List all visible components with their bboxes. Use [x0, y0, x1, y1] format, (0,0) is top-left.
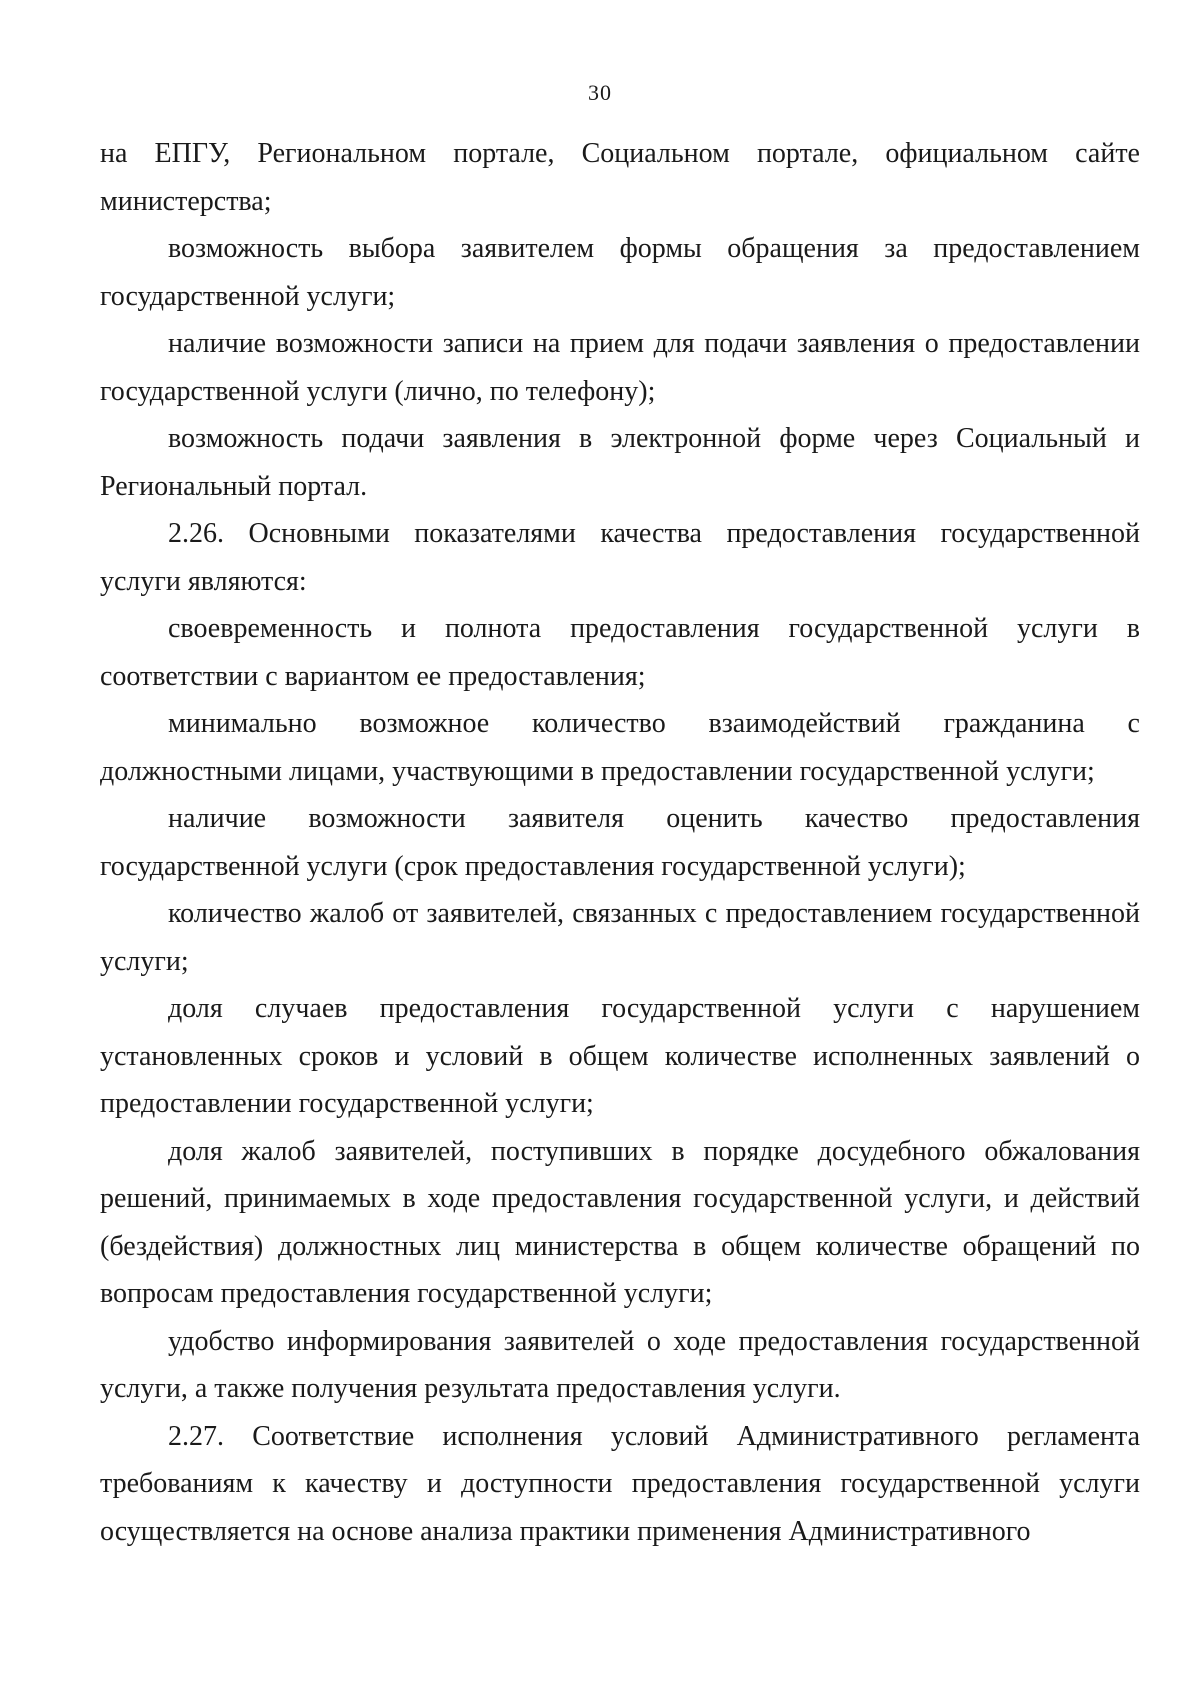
paragraph-7: минимально возможное количество взаимодействий гражданина с должностными лицами, участвующими в предоставлении государственной услуги; [100, 708, 1140, 787]
paragraph-8: наличие возможности заявителя оценить качество предоставления государственной услуги (срок предоставления государственной услуги); [100, 803, 1140, 882]
paragraph-2: возможность выбора заявителем формы обращения за предоставлением государственной услуги; [100, 233, 1140, 312]
page-number: 30 [588, 80, 612, 105]
paragraph-4: возможность подачи заявления в электронной форме через Социальный и Региональный портал. [100, 423, 1140, 502]
paragraph-5: 2.26. Основными показателями качества предоставления государственной услуги являются: [100, 518, 1140, 597]
paragraph-11: доля жалоб заявителей, поступивших в порядке досудебного обжалования решений, принимаемых в ходе предоставления государственной услуги, и действий (бездействия) должностных лиц министерства в общем количестве обращений по вопросам предоставления государственной услуги; [100, 1135, 1140, 1309]
paragraph-10: доля случаев предоставления государственной услуги с нарушением установленных сроков и условий в общем количестве исполненных заявлений о предоставлении государственной услуги; [100, 993, 1140, 1119]
paragraph-6: своевременность и полнота предоставления государственной услуги в соответствии с вариантом ее предоставления; [100, 613, 1140, 692]
paragraph-9: количество жалоб от заявителей, связанных с предоставлением государственной услуги; [100, 898, 1140, 977]
paragraph-12: удобство информирования заявителей о ходе предоставления государственной услуги, а также получения результата предоставления услуги. [100, 1325, 1140, 1404]
paragraph-1: на ЕПГУ, Региональном портале, Социальном портале, официальном сайте министерства; [100, 138, 1140, 217]
document-body [100, 130, 1140, 1555]
paragraph-3: наличие возможности записи на прием для подачи заявления о предоставлении государственной услуги (лично, по телефону); [100, 328, 1140, 407]
paragraph-13: 2.27. Соответствие исполнения условий Административного регламента требованиям к качеству и доступности предоставления государственной услуги осуществляется на основе анализа практики применения Административного [100, 1420, 1140, 1547]
